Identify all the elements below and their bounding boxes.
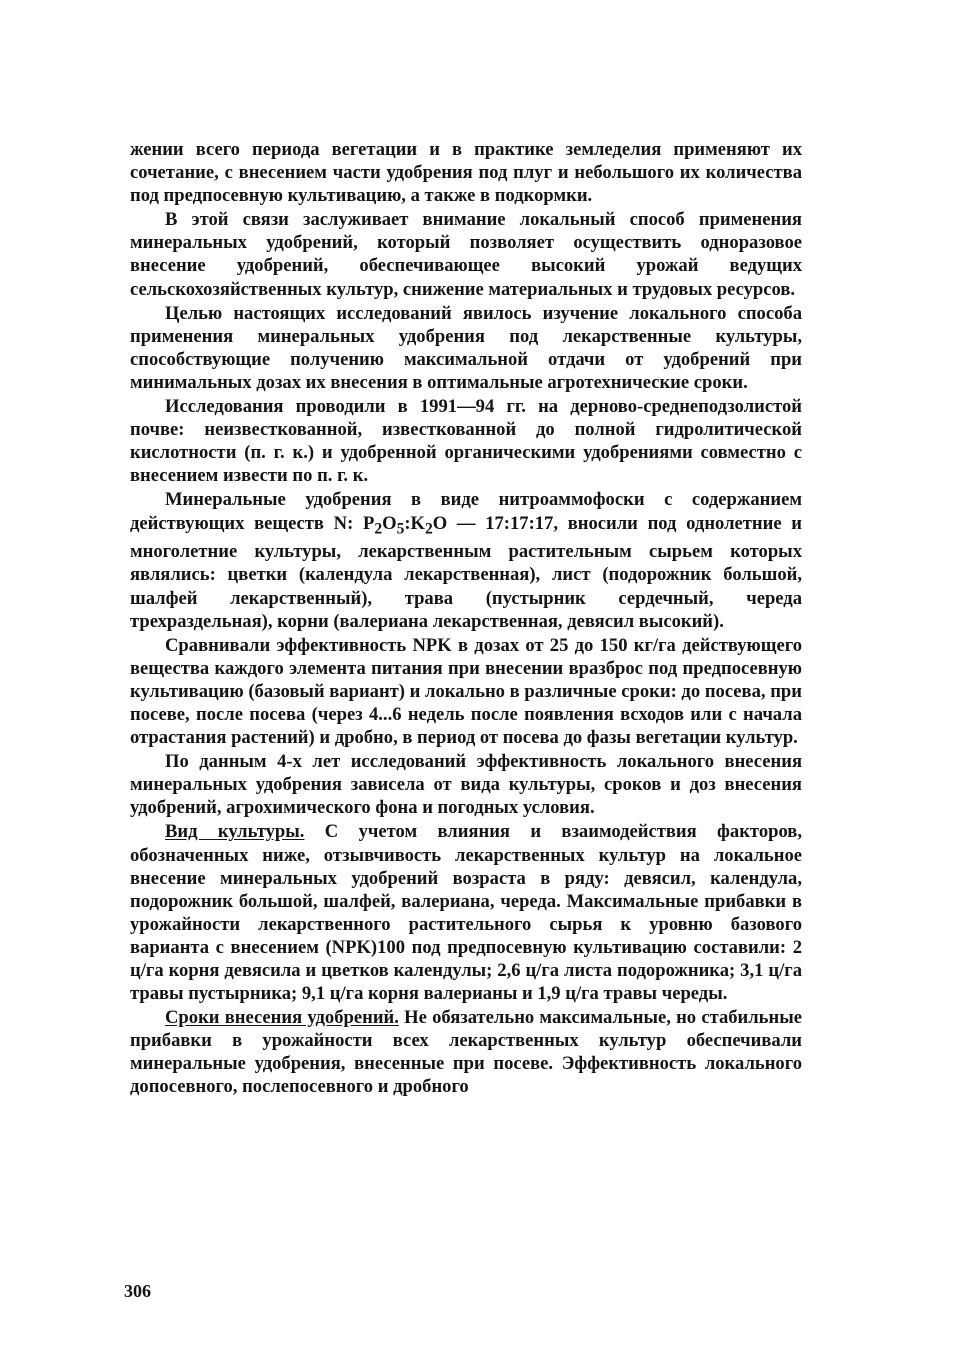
section-heading-crop-type: Вид культуры.	[165, 821, 305, 843]
paragraph-9-text: Не обязательно максимальные, но стабильные прибавки в урожайности всех лекарственных культур обеспечивали минеральные удобрения, внесенные при посеве. Эффективность локального допосевного, послепосевного и дробного	[130, 1007, 802, 1098]
subscript-p: 2	[374, 520, 383, 538]
paragraph-4: Исследования проводили в 1991—94 гг. на дерново-среднеподзолистой почве: неизвесткованной, известкованной до полной гидролитической кислотности (п. г. к.) и удобренной органическими удобрениями совместно с внесением извести по п. г. к.	[130, 396, 802, 487]
paragraph-5-part-2: O	[382, 512, 397, 534]
paragraph-8	[130, 820, 802, 1005]
paragraph-5	[130, 488, 802, 632]
paragraph-5-part-4: O — 17:17:17, вносили под однолетние и многолетние культуры, лекарственным растительным сырьем которых являлись: цветки (календула лекарственная), лист (подорожник большой, шалфей лекарственный), трава (пустырник сердечный, череда трехраздельная), корни (валериана лекарственная, девясил высокий).	[130, 512, 802, 632]
section-heading-application-timing: Сроки внесения удобрений.	[165, 1007, 399, 1029]
page-number: 306	[124, 1281, 151, 1301]
paragraph-9	[130, 1006, 802, 1098]
paragraph-5-part-3: :K	[404, 512, 425, 534]
subscript-k: 2	[424, 520, 433, 538]
paragraph-7: По данным 4-х лет исследований эффективность локального внесения минеральных удобрения зависела от вида культуры, сроков и доз внесения удобрений, агрохимического фона и погодных условия.	[130, 751, 802, 819]
paragraph-8-text: С учетом влияния и взаимодействия факторов, обозначенных ниже, отзывчивость лекарственных культур на локальное внесение минеральных удобрений возраста в ряду: девясил, календула, подорожник большой, шалфей, валериана, череда. Максимальные прибавки в урожайности лекарственного растительного сырья к уровню базового варианта с внесением (NPK)100 под предпосевную культивацию составили: 2 ц/га корня девясила и цветков календулы; 2,6 ц/га листа подорожника; 3,1 ц/га травы пустырника; 9,1 ц/га корня валерианы и 1,9 ц/га травы череды.	[130, 821, 802, 1005]
paragraph-3: Целью настоящих исследований явилось изучение локального способа применения минеральных удобрения под лекарственные культуры, способствующие получению максимальной отдачи от удобрений при минимальных дозах их внесения в оптимальные агротехнические сроки.	[130, 302, 802, 393]
paragraph-5-part-1: Минеральные удобрения в виде нитроаммофоски с содержанием действующих веществ N: P	[130, 489, 802, 534]
subscript-o: 5	[396, 520, 405, 538]
page-body	[130, 138, 802, 1100]
paragraph-6: Сравнивали эффективность NPK в дозах от 25 до 150 кг/га действующего вещества каждого элемента питания при внесении вразброс под предпосевную культивацию (базовый вариант) и локально в различные сроки: до посева, при посеве, после посева (через 4...6 недель после появления всходов или с начала отрастания растений) и дробно, в период от посева до фазы вегетации культур.	[130, 634, 802, 749]
paragraph-2: В этой связи заслуживает внимание локальный способ применения минеральных удобрений, который позволяет осуществить одноразовое внесение удобрений, обеспечивающее высокий урожай ведущих сельскохозяйственных культур, снижение материальных и трудовых ресурсов.	[130, 209, 802, 300]
paragraph-1: жении всего периода вегетации и в практике земледелия применяют их сочетание, с внесением части удобрения под плуг и небольшого их количества под предпосевную культивацию, а также в подкормки.	[130, 139, 802, 207]
